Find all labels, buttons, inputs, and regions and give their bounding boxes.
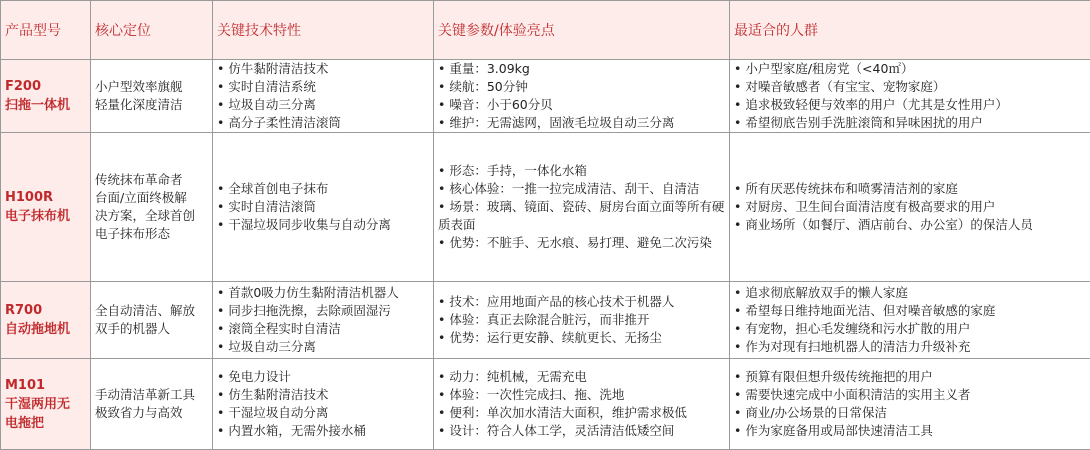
model-code: H100R [5, 188, 86, 207]
params-line: • 体验：一次性完成扫、拖、洗地 [438, 386, 725, 404]
params-line: • 优势：不脏手、无水痕、易打理、避免二次污染 [438, 234, 725, 252]
positioning-line: 电子抹布形态 [95, 225, 208, 243]
model-cell [1, 133, 91, 282]
audience-line: • 预算有限但想升级传统拖把的用户 [734, 368, 1086, 386]
audience-cell [730, 282, 1090, 359]
tech-line: • 滚筒全程实时自清洁 [217, 320, 429, 338]
params-line: • 便利：单次加水清洁大面积，维护需求极低 [438, 404, 725, 422]
model-cell [1, 359, 91, 450]
tech-line: • 免电力设计 [217, 368, 429, 386]
model-name: 电拖把 [5, 414, 86, 433]
audience-line: • 追求彻底解放双手的懒人家庭 [734, 284, 1086, 302]
tech-line: • 全球首创电子抹布 [217, 180, 429, 198]
model-code: R700 [5, 301, 86, 320]
model-cell [1, 282, 91, 359]
tech-line: • 同步扫拖洗擦，去除顽固湿污 [217, 302, 429, 320]
params-line: • 动力：纯机械，无需充电 [438, 368, 725, 386]
params-line: • 续航：50分钟 [438, 78, 725, 96]
positioning-line: 传统抹布革命者 [95, 171, 208, 189]
positioning-cell [91, 282, 213, 359]
positioning-cell [91, 60, 213, 133]
positioning-line: 小户型效率旗舰 [95, 78, 208, 96]
audience-line: • 所有厌恶传统抹布和喷雾清洁剂的家庭 [734, 180, 1086, 198]
tech-line: • 干湿垃圾自动分离 [217, 404, 429, 422]
params-cell [434, 60, 730, 133]
tech-line: • 实时自清洁系统 [217, 78, 429, 96]
model-name: 干湿两用无 [5, 395, 86, 414]
tech-line: • 垃圾自动三分离 [217, 338, 429, 356]
positioning-cell [91, 359, 213, 450]
positioning-line: 决方案，全球首创 [95, 207, 208, 225]
params-line: • 噪音：小于60分贝 [438, 96, 725, 114]
audience-line: • 希望彻底告别手洗脏滚筒和异味困扰的用户 [734, 114, 1086, 132]
positioning-line: 全自动清洁、解放 [95, 302, 208, 320]
tech-line: • 垃圾自动三分离 [217, 96, 429, 114]
tech-cell [213, 133, 434, 282]
audience-cell [730, 133, 1090, 282]
audience-line: • 追求极致轻便与效率的用户（尤其是女性用户） [734, 96, 1086, 114]
model-code: M101 [5, 376, 86, 395]
table-row [1, 60, 1090, 133]
table-row [1, 359, 1090, 450]
header-audience: 最适合的人群 [730, 1, 1090, 60]
tech-line: • 干湿垃圾同步收集与自动分离 [217, 216, 429, 234]
model-cell [1, 60, 91, 133]
tech-line: • 首款0吸力仿生黏附清洁机器人 [217, 284, 429, 302]
params-line: • 重量：3.09kg [438, 60, 725, 78]
audience-line: • 需要快速完成中小面积清洁的实用主义者 [734, 386, 1086, 404]
audience-line: • 有宠物，担心毛发缠绕和污水扩散的用户 [734, 320, 1086, 338]
table-row [1, 133, 1090, 282]
params-line: • 技术：应用地面产品的核心技术于机器人 [438, 293, 725, 311]
params-line: • 设计：符合人体工学，灵活清洁低矮空间 [438, 422, 725, 440]
audience-cell [730, 359, 1090, 450]
header-tech: 关键技术特性 [213, 1, 434, 60]
audience-cell [730, 60, 1090, 133]
params-line: • 场景：玻璃、镜面、瓷砖、厨房台面立面等所有硬质表面 [438, 198, 725, 234]
tech-cell [213, 60, 434, 133]
audience-line: • 希望每日维持地面光洁、但对噪音敏感的家庭 [734, 302, 1086, 320]
audience-line: • 对噪音敏感者（有宝宝、宠物家庭） [734, 78, 1086, 96]
header-model: 产品型号 [1, 1, 91, 60]
model-name: 电子抹布机 [5, 207, 86, 226]
table-header-row [1, 1, 1090, 60]
audience-line: • 商业/办公场景的日常保洁 [734, 404, 1086, 422]
positioning-line: 双手的机器人 [95, 320, 208, 338]
params-line: • 形态：手持，一体化水箱 [438, 162, 725, 180]
params-line: • 优势：运行更安静、续航更长、无扬尘 [438, 329, 725, 347]
audience-line: • 作为家庭备用或局部快速清洁工具 [734, 422, 1086, 440]
header-positioning: 核心定位 [91, 1, 213, 60]
params-cell [434, 133, 730, 282]
tech-line: • 仿牛黏附清洁技术 [217, 60, 429, 78]
params-line: • 维护：无需滤网，固液毛垃圾自动三分离 [438, 114, 725, 132]
tech-line: • 内置水箱，无需外接水桶 [217, 422, 429, 440]
model-name: 自动拖地机 [5, 320, 86, 339]
params-line: • 核心体验：一推一拉完成清洁、刮干、自清洁 [438, 180, 725, 198]
tech-line: • 实时自清洁滚筒 [217, 198, 429, 216]
model-code: F200 [5, 77, 86, 96]
audience-line: • 小户型家庭/租房党（<40㎡） [734, 60, 1086, 78]
positioning-line: 轻量化深度清洁 [95, 96, 208, 114]
positioning-line: 台面/立面终极解 [95, 189, 208, 207]
params-line: • 体验：真正去除混合脏污，而非推开 [438, 311, 725, 329]
audience-line: • 商业场所（如餐厅、酒店前台、办公室）的保洁人员 [734, 216, 1086, 234]
audience-line: • 对厨房、卫生间台面清洁度有极高要求的用户 [734, 198, 1086, 216]
tech-cell [213, 359, 434, 450]
model-name: 扫拖一体机 [5, 96, 86, 115]
table-row [1, 282, 1090, 359]
tech-cell [213, 282, 434, 359]
params-cell [434, 359, 730, 450]
positioning-line: 极致省力与高效 [95, 404, 208, 422]
header-params: 关键参数/体验亮点 [434, 1, 730, 60]
audience-line: • 作为对现有扫地机器人的清洁力升级补充 [734, 338, 1086, 356]
positioning-line: 手动清洁革新工具 [95, 386, 208, 404]
positioning-cell [91, 133, 213, 282]
tech-line: • 仿生黏附清洁技术 [217, 386, 429, 404]
tech-line: • 高分子柔性清洁滚筒 [217, 114, 429, 132]
params-cell [434, 282, 730, 359]
